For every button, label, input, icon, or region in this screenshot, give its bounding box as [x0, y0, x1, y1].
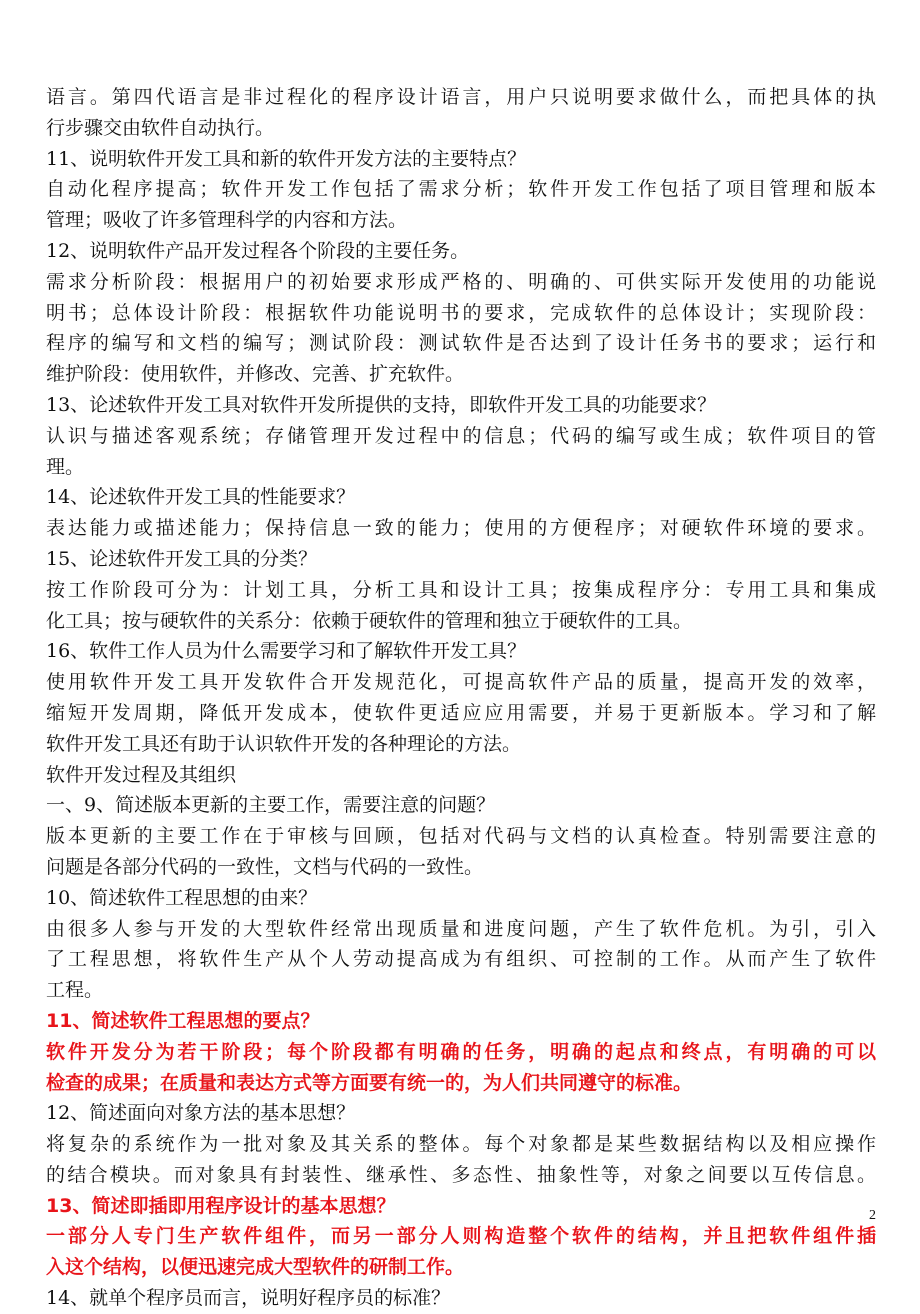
text-line: 软件开发工具还有助于认识软件开发的各种理论的方法。	[46, 732, 522, 755]
question-heading: 12、简述面向对象方法的基本思想？	[46, 1102, 356, 1125]
question-heading: 15、论述软件开发工具的分类？	[46, 547, 318, 570]
text-line: 认识与描述客观系统；存储管理开发过程中的信息；代码的编写或生成；软件项目的管	[46, 424, 876, 447]
text-line: 工程。	[46, 979, 104, 1002]
text-line: 程序的编写和文档的编写；测试阶段：测试软件是否达到了设计任务书的要求；运行和	[46, 332, 876, 355]
question-heading: 10、简述软件工程思想的由来？	[46, 886, 318, 909]
page-body	[46, 82, 876, 1314]
highlighted-text-line: 入这个结构，以便迅速完成大型软件的研制工作。	[46, 1256, 465, 1279]
text-line: 维护阶段：使用软件，并修改、完善、扩充软件。	[46, 363, 465, 386]
text-line: 由很多人参与开发的大型软件经常出现质量和进度问题，产生了软件危机。为引，引入	[46, 917, 876, 940]
text-line: 缩短开发周期，降低开发成本，使软件更适应应用需要，并易于更新版本。学习和了解	[46, 701, 876, 724]
text-line: 理。	[46, 455, 85, 478]
highlighted-question-heading: 13、简述即插即用程序设计的基本思想？	[46, 1194, 396, 1217]
text-line: 行步骤交由软件自动执行。	[46, 116, 275, 139]
text-line: 了工程思想，将软件生产从个人劳动提高成为有组织、可控制的工作。从而产生了软件	[46, 948, 876, 971]
section-heading: 软件开发过程及其组织	[46, 763, 237, 786]
text-line: 自动化程序提高；软件开发工作包括了需求分析；软件开发工作包括了项目管理和版本	[46, 178, 876, 201]
highlighted-text-line: 一部分人专门生产软件组件，而另一部分人则构造整个软件的结构，并且把软件组件插	[46, 1225, 876, 1248]
text-line: 按工作阶段可分为：计划工具，分析工具和设计工具；按集成程序分：专用工具和集成	[46, 578, 876, 601]
text-line: 将复杂的系统作为一批对象及其关系的整体。每个对象都是某些数据结构以及相应操作	[46, 1133, 876, 1156]
question-heading: 16、软件工作人员为什么需要学习和了解软件开发工具？	[46, 640, 527, 663]
text-line: 需求分析阶段：根据用户的初始要求形成严格的、明确的、可供实际开发使用的功能说	[46, 270, 876, 293]
highlighted-question-heading: 11、简述软件工程思想的要点？	[46, 1009, 320, 1032]
question-heading: 一、9、简述版本更新的主要工作，需要注意的问题？	[46, 794, 496, 817]
text-line: 表达能力或描述能力；保持信息一致的能力；使用的方便程序；对硬软件环境的要求。	[46, 517, 876, 540]
text-line: 语言。第四代语言是非过程化的程序设计语言，用户只说明要求做什么，而把具体的执	[46, 86, 876, 108]
question-heading: 13、论述软件开发工具对软件开发所提供的支持，即软件开发工具的功能要求？	[46, 393, 717, 416]
text-line: 使用软件开发工具开发软件合开发规范化，可提高软件产品的质量，提高开发的效率，	[46, 671, 876, 694]
text-line: 管理；吸收了许多管理科学的内容和方法。	[46, 209, 408, 232]
question-heading: 11、说明软件开发工具和新的软件开发方法的主要特点？	[46, 147, 527, 170]
highlighted-text-line: 检查的成果；在质量和表达方式等方面要有统一的，为人们共同遵守的标准。	[46, 1071, 693, 1094]
highlighted-text-line: 软件开发分为若干阶段；每个阶段都有明确的任务，明确的起点和终点，有明确的可以	[46, 1040, 876, 1063]
question-heading: 14、就单个程序员而言，说明好程序员的标准？	[46, 1287, 451, 1310]
question-heading: 12、说明软件产品开发过程各个阶段的主要任务。	[46, 239, 470, 262]
text-line: 明书；总体设计阶段：根据软件功能说明书的要求，完成软件的总体设计；实现阶段：	[46, 301, 876, 324]
page-number: 2	[869, 1208, 876, 1223]
text-line: 化工具；按与硬软件的关系分：依赖于硬软件的管理和独立于硬软件的工具。	[46, 609, 693, 632]
text-line: 的结合模块。而对象具有封装性、继承性、多态性、抽象性等，对象之间要以互传信息。	[46, 1163, 876, 1186]
text-line: 版本更新的主要工作在于审核与回顾，包括对代码与文档的认真检查。特别需要注意的	[46, 825, 876, 848]
question-heading: 14、论述软件开发工具的性能要求？	[46, 486, 356, 509]
text-line: 问题是各部分代码的一致性，文档与代码的一致性。	[46, 855, 484, 878]
